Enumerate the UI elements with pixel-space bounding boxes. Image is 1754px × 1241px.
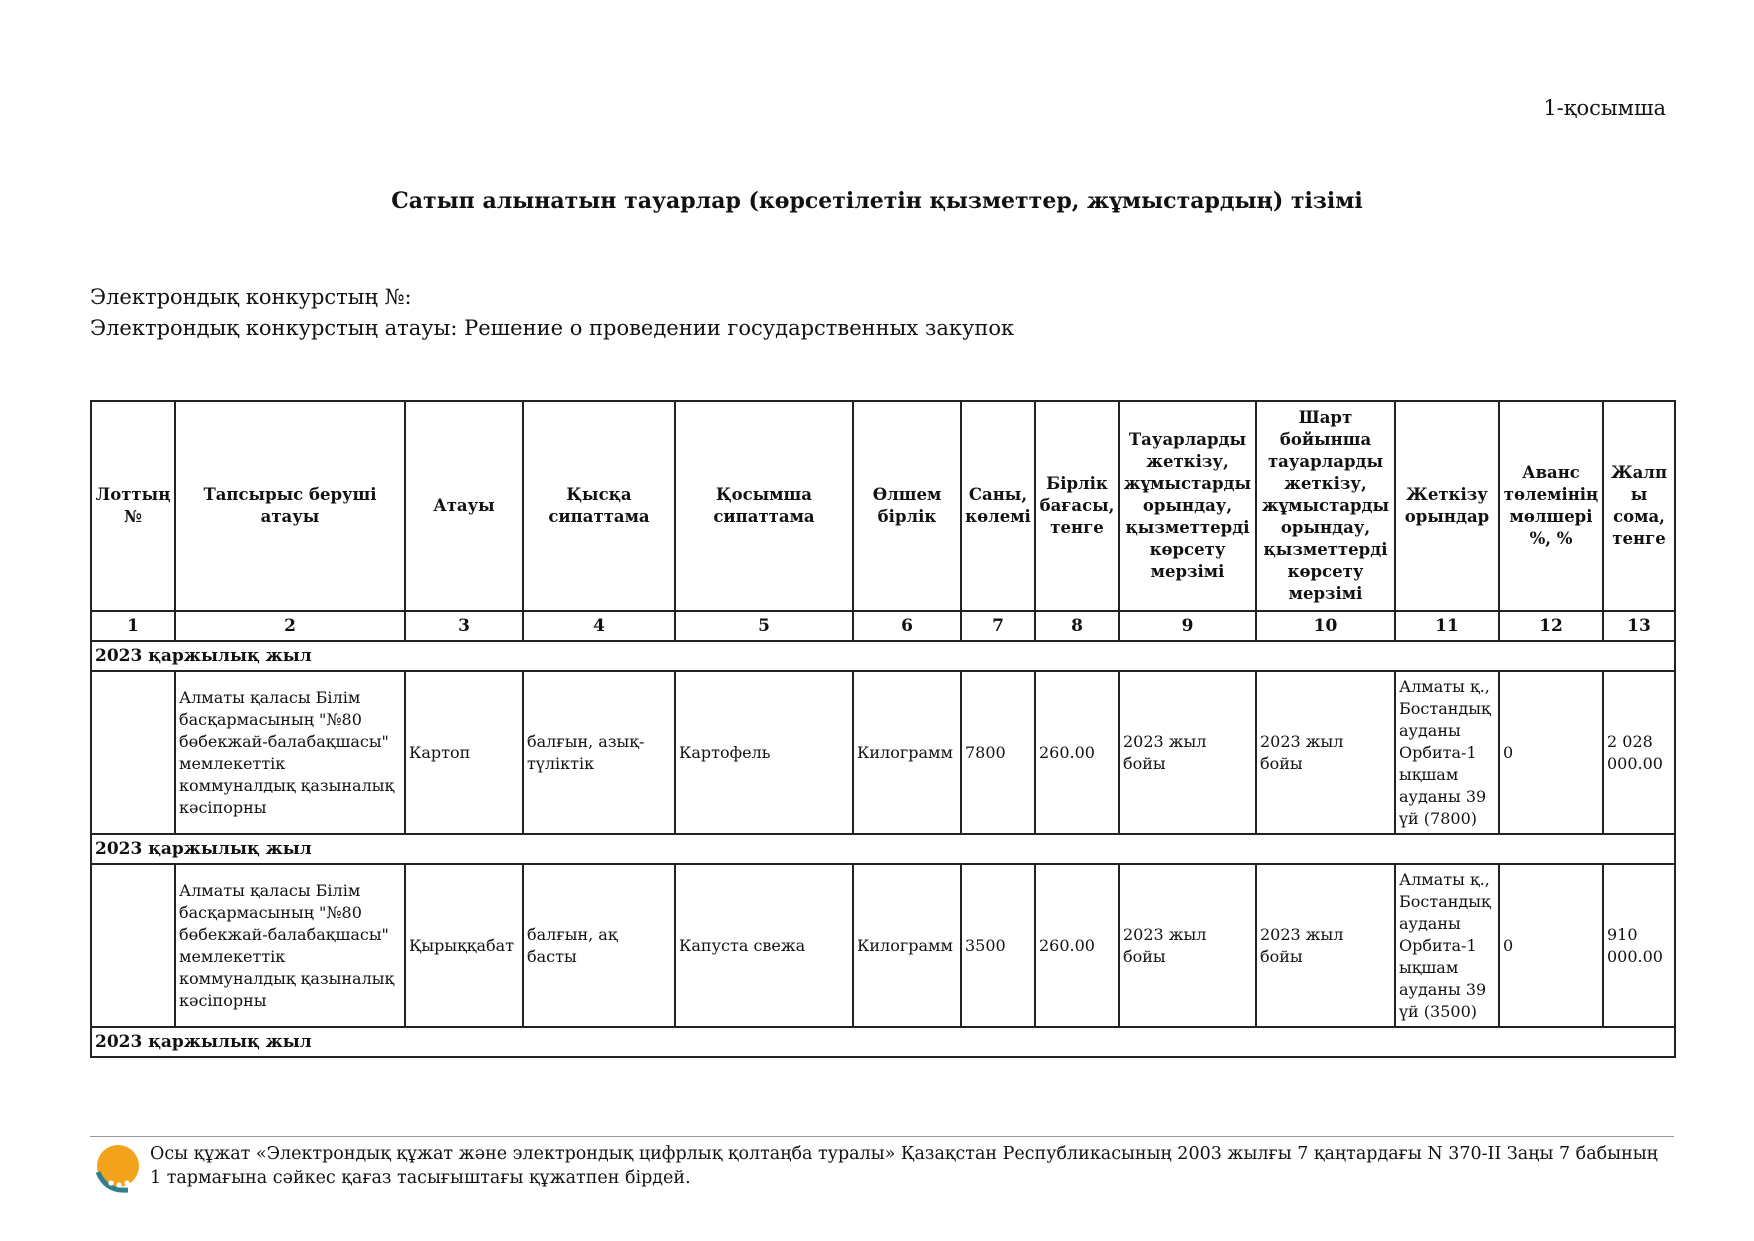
customer-cell: Алматы қаласы Білім басқармасының "№80 бөбекжай-балабақшасы" мемлекеттік коммуналдық қазыналық кәсіпорны <box>175 864 405 1027</box>
extra-description-cell: Капуста свежа <box>675 864 853 1027</box>
delivery-term-cell: 2023 жыл бойы <box>1119 671 1256 834</box>
header-short-description: Қысқа сипаттама <box>523 401 675 611</box>
total-amount-cell: 910 000.00 <box>1603 864 1675 1027</box>
header-contract-delivery-term: Шарт бойынша тауарларды жеткізу, жұмыстарды орындау, қызметтерді көрсету мерзімі <box>1256 401 1395 611</box>
column-number: 13 <box>1603 611 1675 641</box>
contest-info <box>90 282 1014 344</box>
lot-number-cell <box>91 864 175 1027</box>
unit-price-cell: 260.00 <box>1035 671 1119 834</box>
table-row <box>91 864 1675 1027</box>
lot-number-cell <box>91 671 175 834</box>
column-number: 2 <box>175 611 405 641</box>
column-number: 6 <box>853 611 961 641</box>
column-number: 10 <box>1256 611 1395 641</box>
column-number: 1 <box>91 611 175 641</box>
header-quantity: Саны, көлемі <box>961 401 1035 611</box>
unit-price-cell: 260.00 <box>1035 864 1119 1027</box>
appendix-label: 1-қосымша <box>1543 96 1666 120</box>
column-number: 11 <box>1395 611 1499 641</box>
header-name: Атауы <box>405 401 523 611</box>
total-amount-cell: 2 028 000.00 <box>1603 671 1675 834</box>
column-number: 8 <box>1035 611 1119 641</box>
header-delivery-term: Тауарларды жеткізу, жұмыстарды орындау, қызметтерді көрсету мерзімі <box>1119 401 1256 611</box>
extra-description-cell: Картофель <box>675 671 853 834</box>
year-section-label: 2023 қаржылық жыл <box>91 641 1675 671</box>
header-customer: Тапсырыс беруші атауы <box>175 401 405 611</box>
advance-payment-cell: 0 <box>1499 864 1603 1027</box>
footer-divider <box>90 1136 1674 1137</box>
column-number: 4 <box>523 611 675 641</box>
column-number: 7 <box>961 611 1035 641</box>
header-extra-description: Қосымша сипаттама <box>675 401 853 611</box>
contest-number: Электрондық конкурстың №: <box>90 285 412 309</box>
header-total-amount: Жалпы сома, тенге <box>1603 401 1675 611</box>
lots-table <box>90 400 1676 1058</box>
header-row <box>91 401 1675 611</box>
year-section-label: 2023 қаржылық жыл <box>91 834 1675 864</box>
header-unit: Өлшем бірлік <box>853 401 961 611</box>
unit-cell: Килограмм <box>853 864 961 1027</box>
year-section-row <box>91 834 1675 864</box>
header-advance-payment: Аванс төлемінің мөлшері %, % <box>1499 401 1603 611</box>
name-cell: Қырыққабат <box>405 864 523 1027</box>
column-number-row <box>91 611 1675 641</box>
short-description-cell: балғын, азық-түліктік <box>523 671 675 834</box>
year-section-row <box>91 1027 1675 1057</box>
delivery-place-cell: Алматы қ., Бостандық ауданы Орбита-1 ықшам ауданы 39 үй (3500) <box>1395 864 1499 1027</box>
contest-name: Электрондық конкурстың атауы: Решение о проведении государственных закупок <box>90 316 1015 340</box>
quantity-cell: 7800 <box>961 671 1035 834</box>
unit-cell: Килограмм <box>853 671 961 834</box>
year-section-row <box>91 641 1675 671</box>
header-delivery-place: Жеткізу орындар <box>1395 401 1499 611</box>
egov-seal-icon <box>92 1142 144 1194</box>
short-description-cell: балғын, ақ басты <box>523 864 675 1027</box>
contract-delivery-term-cell: 2023 жыл бойы <box>1256 671 1395 834</box>
document-title: Сатып алынатын тауарлар (көрсетілетін қызметтер, жұмыстардың) тізімі <box>391 188 1363 214</box>
advance-payment-cell: 0 <box>1499 671 1603 834</box>
table-row <box>91 671 1675 834</box>
column-number: 9 <box>1119 611 1256 641</box>
name-cell: Картоп <box>405 671 523 834</box>
column-number: 12 <box>1499 611 1603 641</box>
contract-delivery-term-cell: 2023 жыл бойы <box>1256 864 1395 1027</box>
year-section-label: 2023 қаржылық жыл <box>91 1027 1675 1057</box>
footer-legal-note: Осы құжат «Электрондық құжат және электрондық цифрлық қолтаңба туралы» Қазақстан Республикасының 2003 жылғы 7 қаңтардағы N 370-II Заңы 7 бабының 1 тармағына сәйкес қағаз тасығыштағы құжатпен бірдей. <box>150 1144 1658 1188</box>
column-number: 3 <box>405 611 523 641</box>
delivery-term-cell: 2023 жыл бойы <box>1119 864 1256 1027</box>
delivery-place-cell: Алматы қ., Бостандық ауданы Орбита-1 ықшам ауданы 39 үй (7800) <box>1395 671 1499 834</box>
header-unit-price: Бірлік бағасы, тенге <box>1035 401 1119 611</box>
header-lot-number: Лоттың № <box>91 401 175 611</box>
customer-cell: Алматы қаласы Білім басқармасының "№80 бөбекжай-балабақшасы" мемлекеттік коммуналдық қазыналық кәсіпорны <box>175 671 405 834</box>
column-number: 5 <box>675 611 853 641</box>
quantity-cell: 3500 <box>961 864 1035 1027</box>
